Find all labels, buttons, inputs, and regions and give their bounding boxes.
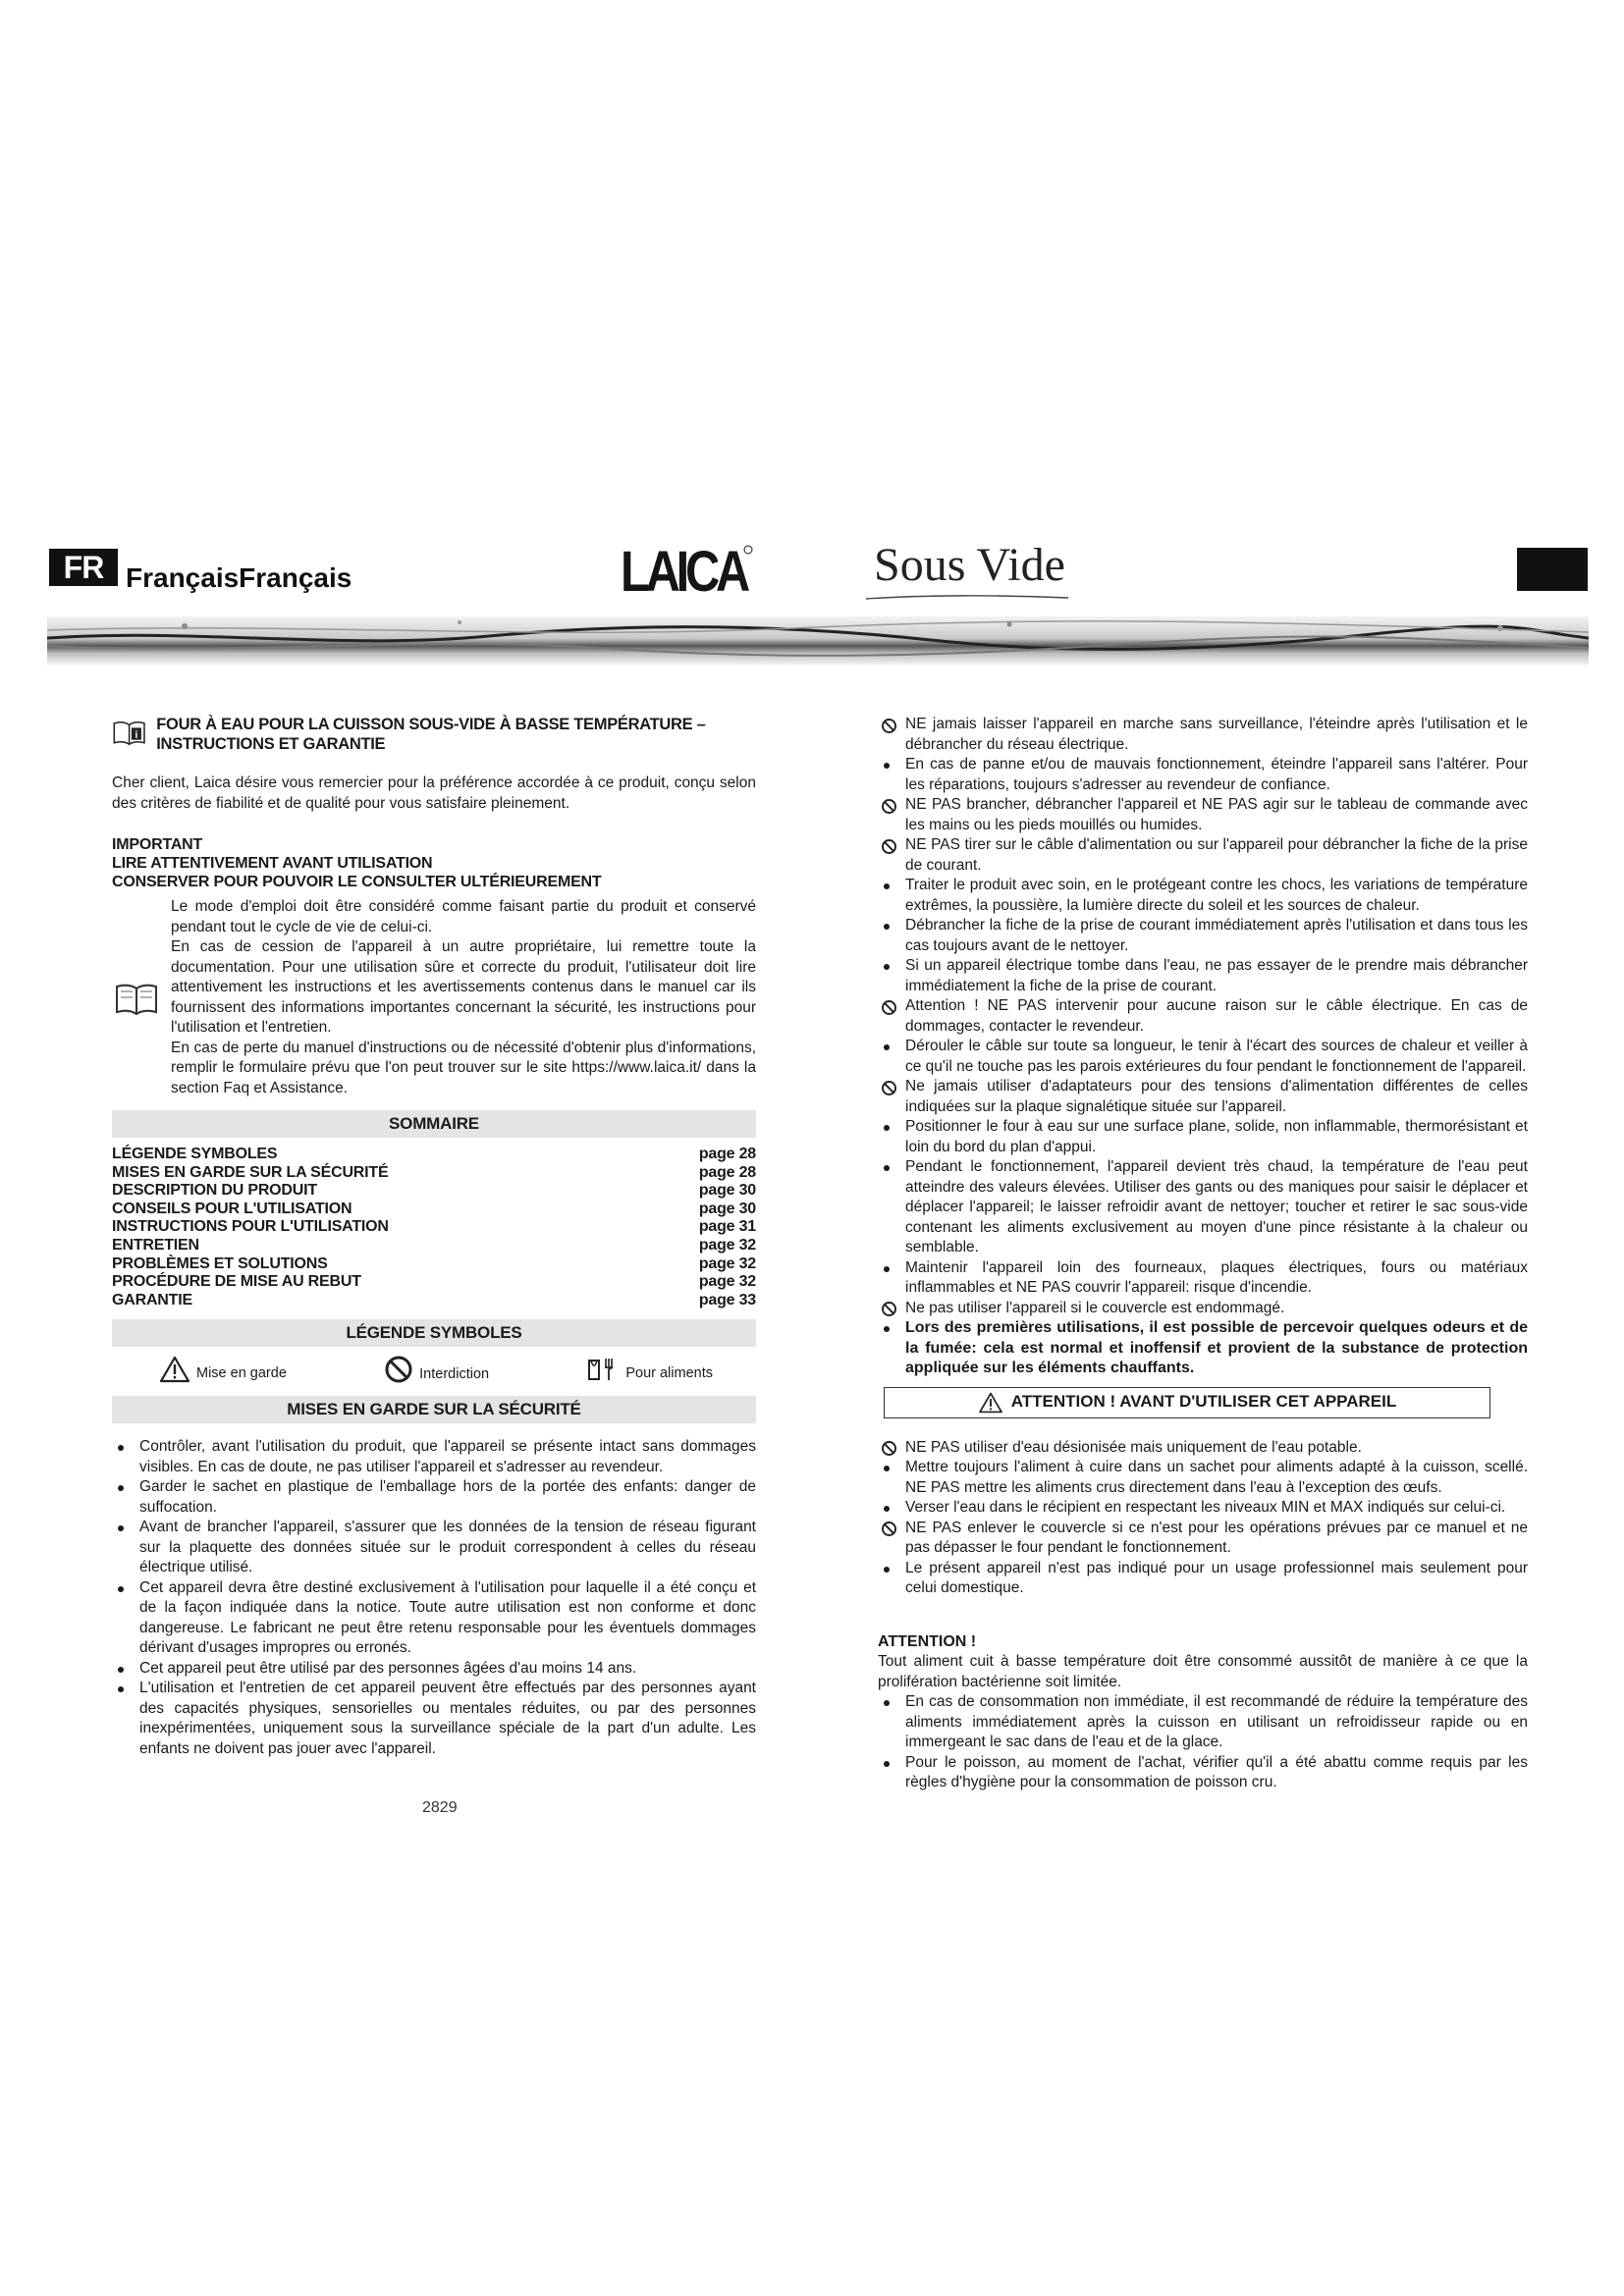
list-item: [878, 1498, 1528, 1519]
before-use-list: [878, 1438, 1528, 1599]
list-item-text: Le présent appareil n'est pas indiqué pour un usage professionnel mais seulement pour celui domestique.: [905, 1559, 1528, 1596]
attention-box-label: ATTENTION ! AVANT D'UTILISER CET APPAREIL: [1010, 1392, 1397, 1412]
prohibition-icon: [880, 1440, 897, 1458]
info-book-icon: [112, 715, 146, 750]
list-item: [878, 715, 1528, 755]
symbol-legend: [112, 1347, 756, 1396]
toc-row: PROBLÈMES ET SOLUTIONS page 32: [112, 1255, 756, 1272]
list-item-text: Pour le poisson, au moment de l'achat, vérifier qu'il a été abattu comme requis par les règles d'hygiène pour la consommation de poisson cru.: [905, 1753, 1528, 1790]
list-item: [878, 1117, 1528, 1157]
list-item: [878, 1037, 1528, 1077]
toc-row: MISES EN GARDE SUR LA SÉCURITÉ page 28: [112, 1163, 756, 1181]
list-item-text: Ne jamais utiliser d'adaptateurs pour des tensions d'alimentation différentes de celles indiquées sur la plaque signalétique située sur l'appareil.: [905, 1078, 1528, 1115]
list-item: [878, 1559, 1528, 1599]
list-item: Garder le sachet en plastique de l'emballage hors de la portée des enfants: danger de suffocation.: [112, 1477, 756, 1518]
list-item: Cet appareil peut être utilisé par des personnes âgées d'au moins 14 ans.: [112, 1659, 756, 1680]
list-item: [878, 1077, 1528, 1117]
list-item: Cet appareil devra être destiné exclusivement à l'utilisation pour laquelle il a été conçu et de la façon indiquée dans la notice. Toute autre utilisation est non conforme et donc dangereuse. Le fabricant ne peut être retenu responsable pour les éventuels dommages dérivant d'usages impropres ou erronés.: [112, 1578, 756, 1659]
safety-list: [112, 1437, 756, 1759]
toc-row: ENTRETIEN page 32: [112, 1236, 756, 1254]
bullet-icon: [884, 1326, 890, 1332]
bullet-icon: [884, 1700, 890, 1706]
prohibition-icon: [880, 1521, 897, 1538]
list-item: [878, 795, 1528, 835]
bullet-icon: [118, 1525, 124, 1531]
prohibition-icon: [384, 1355, 413, 1384]
manual-paragraph: En cas de cession de l'appareil à un autre propriétaire, lui remettre toute la documentation. Pour une utilisation sûre et correcte du produit, l'utilisateur doit lire attentivement les instructions et les avertissements contenus dans le manuel car ils fournissent des informations importantes concernant la sécurité, les instructions pour l'utilisation et l'entretien.: [171, 938, 756, 1036]
warning-triangle-icon: [159, 1356, 190, 1383]
laica-logo: [617, 538, 756, 601]
list-item: [878, 956, 1528, 996]
bullet-icon: [118, 1686, 124, 1692]
bullet-icon: [884, 1125, 890, 1131]
bullet-icon: [884, 1466, 890, 1471]
list-item-text: Traiter le produit avec soin, en le protégeant contre les chocs, les variations de température extrêmes, la poussière, la lumière directe du soleil et les sources de chaleur.: [905, 877, 1528, 914]
water-splash-banner: [47, 611, 1589, 671]
list-item: [878, 755, 1528, 795]
page-number: 2829: [422, 1799, 458, 1816]
important-line: LIRE ATTENTIVEMENT AVANT UTILISATION: [112, 855, 433, 872]
legend-label: Mise en garde: [196, 1364, 287, 1381]
list-item: [878, 835, 1528, 876]
toc-row: GARANTIE page 33: [112, 1291, 756, 1308]
list-item-text: Si un appareil électrique tombe dans l'eau, ne pas essayer de le prendre mais débrancher immédiatement la fiche de la prise de courant.: [905, 957, 1528, 994]
bullet-icon: [884, 1567, 890, 1573]
list-item-text: NE PAS tirer sur le câble d'alimentation ou sur l'appareil pour débrancher la fiche de la prise de courant.: [905, 836, 1528, 874]
toc-row: LÉGENDE SYMBOLES page 28: [112, 1146, 756, 1162]
warning-triangle-icon: [978, 1392, 1003, 1414]
right-column: [878, 715, 1528, 1793]
list-item-text: Débrancher la fiche de la prise de courant immédiatement après l'utilisation et dans tous les cas toujours avant de le nettoyer.: [905, 917, 1528, 954]
legend-label: Pour aliments: [625, 1364, 713, 1381]
list-item: [878, 916, 1528, 956]
list-item: [878, 1157, 1528, 1258]
legend-label: Interdiction: [419, 1365, 490, 1382]
language-label: FrançaisFrançais: [126, 562, 352, 593]
legend-item: [384, 1355, 489, 1384]
document-title-text: FOUR À EAU POUR LA CUISSON SOUS-VIDE À BASSE TEMPÉRATURE – INSTRUCTIONS ET GARANTIE: [156, 716, 706, 753]
important-line: IMPORTANT: [112, 836, 203, 853]
prohibition-icon: [880, 717, 897, 734]
list-item: [878, 1458, 1528, 1498]
prohibition-icon: [880, 998, 897, 1016]
toc-row: DESCRIPTION DU PRODUIT page 30: [112, 1182, 756, 1200]
left-column: [112, 715, 756, 1759]
list-item-text: Positionner le four à eau sur une surface plane, solide, non inflammable, thermorésistant et loin du bord du plan d'appui.: [905, 1118, 1528, 1155]
prohibition-icon: [880, 797, 897, 815]
food-contact-icon: [586, 1356, 620, 1383]
open-book-icon: [115, 982, 158, 1015]
list-item-text: NE PAS enlever le couvercle si ce n'est pour les opérations prévues par ce manuel et ne pas dépasser le four pendant le fonctionnement.: [905, 1519, 1528, 1556]
prohibition-icon: [880, 1079, 897, 1096]
document-title: [112, 715, 756, 754]
list-item-text: Dérouler le câble sur toute sa longueur, le tenir à l'écart des sources de chaleur et veiller à ce qu'il ne touche pas les parois extérieures du four pendant le fonctionnement de l'appareil.: [905, 1038, 1528, 1075]
attention-paragraph: Tout aliment cuit à basse température doit être consommé aussitôt de manière à ce que la prolifération bactérienne soit limitée.: [878, 1653, 1528, 1690]
bullet-icon: [884, 1266, 890, 1272]
list-item-text: NE jamais laisser l'appareil en marche sans surveillance, l'éteindre après l'utilisation et le débrancher du réseau électrique.: [905, 716, 1528, 753]
summary-heading: SOMMAIRE: [112, 1110, 756, 1138]
bullet-icon: [884, 1506, 890, 1512]
list-item-text: Lors des premières utilisations, il est possible de percevoir quelques odeurs et de la fumée: cela est normal et inoffensif et provient de la substance de protection appliquée sur les éléments chauffants.: [905, 1319, 1528, 1376]
safety-heading: MISES EN GARDE SUR LA SÉCURITÉ: [112, 1396, 756, 1423]
list-item: [878, 1692, 1528, 1753]
language-code-badge: FR: [49, 549, 118, 586]
list-item: L'utilisation et l'entretien de cet appareil peuvent être effectués par des personnes ayant des capacités physiques, sensorielles ou mentales réduites, ou par des personnes inexpérimentées, uniquement sous la surveillance spéciale de la part d'un adulte. Les enfants ne doivent pas jouer avec l'appareil.: [112, 1679, 756, 1759]
important-line: CONSERVER POUR POUVOIR LE CONSULTER ULTÉRIEUREMENT: [112, 874, 602, 890]
bullet-icon: [118, 1485, 124, 1491]
manual-paragraph: Le mode d'emploi doit être considéré comme faisant partie du produit et conservé pendant tout le cycle de vie de celui-ci.: [171, 898, 756, 935]
attention-box: [884, 1387, 1490, 1418]
corner-tab: [1517, 548, 1588, 591]
attention-title: ATTENTION !: [878, 1632, 977, 1650]
bullet-icon: [884, 924, 890, 930]
list-item-text: Attention ! NE PAS intervenir pour aucune raison sur le câble électrique. En cas de dommages, contacter le revendeur.: [905, 997, 1528, 1035]
warnings-list: [878, 715, 1528, 1379]
manual-paragraph: En cas de perte du manuel d'instructions ou de nécessité d'obtenir plus d'informations, remplir le formulaire prévu que l'on peut trouver sur le site https://www.laica.it/ dans la section Faq et Assistance.: [171, 1039, 756, 1096]
svg-text:LAICA: LAICA: [621, 540, 750, 601]
bullet-icon: [118, 1667, 124, 1673]
bullet-icon: [118, 1586, 124, 1592]
toc-row: INSTRUCTIONS POUR L'UTILISATION page 31: [112, 1218, 756, 1236]
list-item: Avant de brancher l'appareil, s'assurer que les données de la tension de réseau figurant sur la plaquette des données située sur le produit correspondent à celles du réseau électrique utilisé.: [112, 1518, 756, 1578]
bullet-icon: [118, 1445, 124, 1451]
bullet-icon: [884, 1165, 890, 1171]
list-item-text: En cas de panne et/ou de mauvais fonctionnement, éteindre l'appareil sans l'altérer. Pour les réparations, toujours s'adresser au revendeur de confiance.: [905, 756, 1528, 793]
list-item: [878, 1299, 1528, 1319]
legend-item: [586, 1356, 713, 1383]
list-item: [878, 1318, 1528, 1379]
list-item-text: En cas de consommation non immédiate, il est recommandé de réduire la température des aliments immédiatement après la cuisson en utilisant un refroidisseur rapide ou en immergeant le sac dans de l'eau et de la glace.: [905, 1693, 1528, 1750]
list-item: Contrôler, avant l'utilisation du produit, que l'appareil se présente intact sans dommages visibles. En cas de doute, ne pas utiliser l'appareil et s'adresser au revendeur.: [112, 1437, 756, 1477]
list-item-text: NE PAS brancher, débrancher l'appareil et NE PAS agir sur le tableau de commande avec les mains ou les pieds mouillés ou humides.: [905, 796, 1528, 833]
list-item: [878, 876, 1528, 916]
list-item: [878, 996, 1528, 1037]
toc-row: CONSEILS POUR L'UTILISATION page 30: [112, 1200, 756, 1217]
bullet-icon: [884, 763, 890, 769]
storage-list: [878, 1692, 1528, 1793]
product-name: Sous Vide: [874, 539, 1065, 591]
bullet-icon: [884, 964, 890, 970]
svg-text:i: i: [135, 729, 138, 741]
list-item-text: Pendant le fonctionnement, l'appareil devient très chaud, la température de l'eau peut atteindre des valeurs élevées. Utiliser des gants ou des maniques pour saisir le déplacer et déplacer l'appareil; le laisser refroidir avant de nettoyer; toucher et retirer le sac sous-vide contenant les aliments exclusivement au moyen d'une pince résistante à la chaleur ou semblable.: [905, 1158, 1528, 1255]
intro-paragraph: Cher client, Laica désire vous remercier pour la préférence accordée à ce produit, conçu selon des critères de fiabilité et de qualité pour vous satisfaire pleinement.: [112, 774, 756, 812]
list-item: [878, 1438, 1528, 1459]
bullet-icon: [884, 1761, 890, 1767]
list-item-text: Mettre toujours l'aliment à cuire dans un sachet pour aliments adapté à la cuisson, scellé. NE PAS mettre les aliments crus directement dans l'eau à l'exception des œufs.: [905, 1459, 1528, 1496]
legend-item: [159, 1356, 287, 1383]
list-item: [878, 1519, 1528, 1559]
important-notice: [112, 835, 756, 891]
list-item-text: NE PAS utiliser d'eau désionisée mais uniquement de l'eau potable.: [905, 1438, 1362, 1456]
prohibition-icon: [880, 1301, 897, 1318]
prohibition-icon: [880, 837, 897, 855]
list-item-text: Verser l'eau dans le récipient en respectant les niveaux MIN et MAX indiqués sur celui-ci.: [905, 1499, 1506, 1516]
manual-notes: [112, 897, 756, 1098]
list-item: [878, 1258, 1528, 1299]
list-item: [878, 1753, 1528, 1793]
table-of-contents: [112, 1146, 756, 1309]
list-item-text: Ne pas utiliser l'appareil si le couvercle est endommagé.: [905, 1299, 1285, 1316]
legend-heading: LÉGENDE SYMBOLES: [112, 1319, 756, 1347]
bullet-icon: [884, 883, 890, 889]
toc-row: PROCÉDURE DE MISE AU REBUT page 32: [112, 1273, 756, 1291]
product-name-swoosh: [864, 592, 1070, 602]
list-item-text: Maintenir l'appareil loin des fourneaux, plaques électriques, fours ou matériaux inflammables et NE PAS couvrir l'appareil: risque d'incendie.: [905, 1258, 1528, 1296]
bullet-icon: [884, 1044, 890, 1050]
